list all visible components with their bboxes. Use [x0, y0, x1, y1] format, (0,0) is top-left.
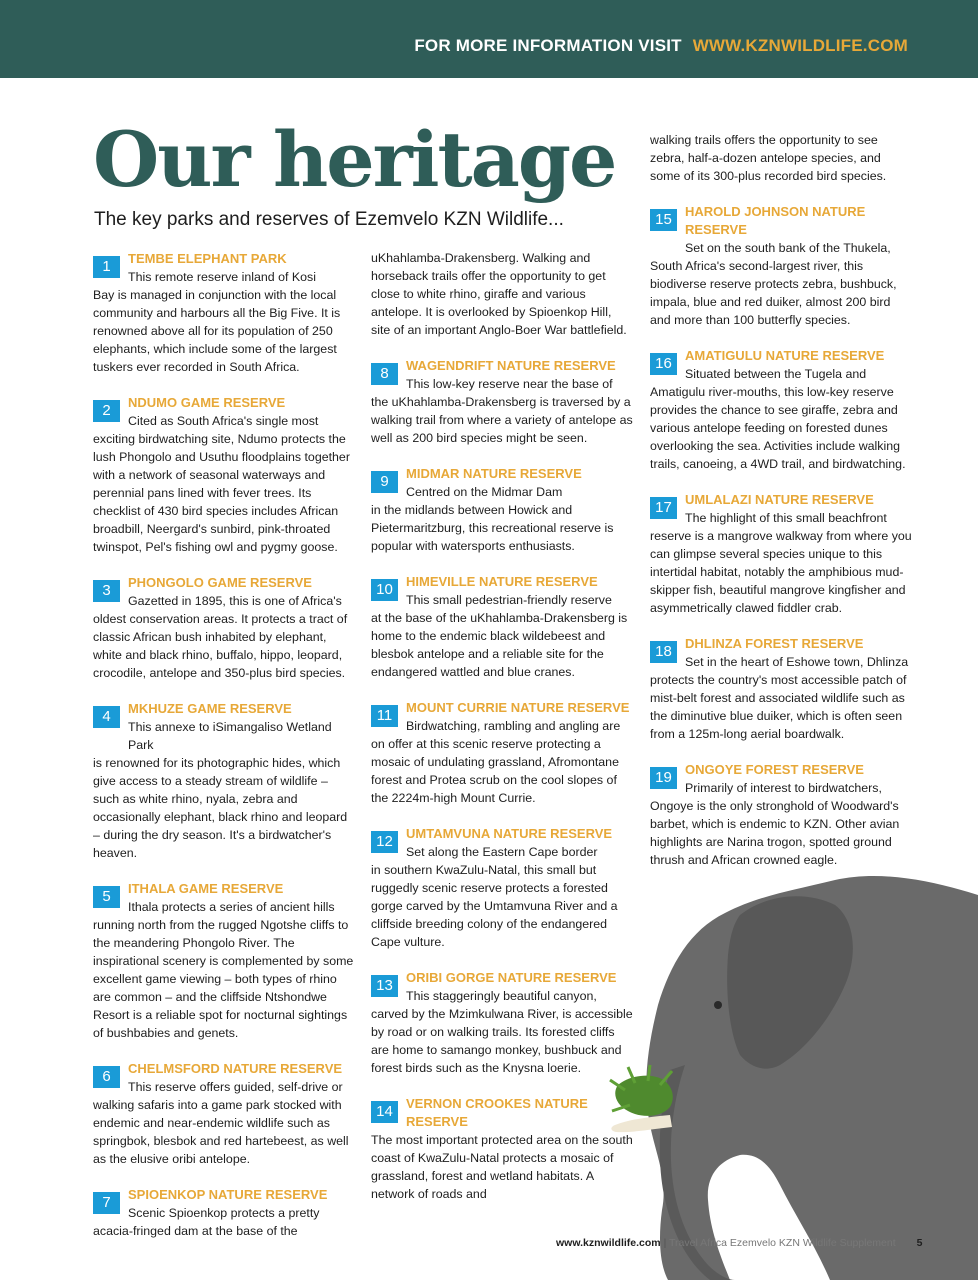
entry-number-badge: 16 — [650, 353, 677, 375]
entry-heading: MIDMAR NATURE RESERVE — [406, 466, 582, 481]
continued-text: walking trails offers the opportunity to see zebra, half-a-dozen antelope species, and some of its 300-plus recorded bird species. — [650, 133, 887, 183]
footer-publication: Travel Africa Ezemvelo KZN Wildlife Supplement — [669, 1237, 896, 1249]
entry-first-line: This staggeringly beautiful canyon, — [406, 989, 597, 1003]
reserve-entry — [371, 699, 633, 807]
entry-heading: TEMBE ELEPHANT PARK — [128, 251, 287, 266]
entry-first-line: Centred on the Midmar Dam — [406, 485, 563, 499]
entry-number-badge: 11 — [371, 705, 398, 727]
header-prefix: FOR MORE INFORMATION VISIT — [414, 36, 682, 55]
entry-number-badge: 19 — [650, 767, 677, 789]
entry-number-badge: 9 — [371, 471, 398, 493]
reserve-entry — [371, 357, 633, 447]
page-title: Our heritage — [93, 115, 616, 204]
entry-first-line: This small pedestrian-friendly reserve — [406, 593, 612, 607]
elephant-eye — [714, 1001, 722, 1009]
entry-first-line: Birdwatching, rambling and angling are — [406, 719, 621, 733]
entry-first-line: Primarily of interest to birdwatchers, — [685, 781, 882, 795]
entry-first-line: Situated between the Tugela and — [685, 367, 867, 381]
reserve-entry — [650, 347, 912, 473]
reserve-entry — [93, 250, 355, 376]
entry-body: on offer at this scenic reserve protecting a mosaic of undulating grassland, Afromontane forest and Protea scrub on the cool slopes of the 2224m-high Mount Currie. — [371, 737, 619, 805]
entry-body: at the base of the uKhahlamba-Drakensberg is home to the endemic black wildebeest and blesbok antelope and a reliable site for the endangered wattled and blue cranes. — [371, 611, 628, 679]
entry-number-badge: 1 — [93, 256, 120, 278]
header-bar — [0, 0, 978, 78]
entry-heading: UMTAMVUNA NATURE RESERVE — [406, 826, 613, 841]
entry-heading: ONGOYE FOREST RESERVE — [685, 762, 864, 777]
entry-body: carved by the Mzimkulwana River, is accessible by road or on walking trails. Its forested cliffs are home to samango monkey, bushbuck and forest birds such as the Knysna loerie. — [371, 1007, 633, 1075]
entry-heading: CHELMSFORD NATURE RESERVE — [128, 1061, 343, 1076]
reserve-entry — [650, 761, 912, 869]
entry-number-badge: 5 — [93, 886, 120, 908]
entry-heading: DHLINZA FOREST RESERVE — [685, 636, 864, 651]
entry-number-badge: 2 — [93, 400, 120, 422]
page-subtitle: The key parks and reserves of Ezemvelo KZN Wildlife... — [94, 209, 564, 230]
entry-body: reserve is a mangrove walkway from where you can glimpse several species unique to this intertidal habitat, notably the amphibious mud-skipper fish, beautiful mangrove kingfisher and asymmetrically clawed fiddler crab. — [650, 529, 912, 615]
reserve-entry — [93, 574, 355, 682]
entry-heading: ORIBI GORGE NATURE RESERVE — [406, 970, 617, 985]
entry-heading: WAGENDRIFT NATURE RESERVE — [406, 358, 616, 373]
column-3 — [650, 131, 912, 887]
entry-first-line: Ithala protects a series of ancient hills — [128, 900, 335, 914]
footer: www.kznwildlife.com | Travel Africa Ezemvelo KZN Wildlife Supplement 5 — [556, 1237, 923, 1249]
entry-first-line: Scenic Spioenkop protects a pretty — [128, 1206, 320, 1220]
column-1 — [93, 250, 355, 1258]
reserve-entry — [93, 394, 355, 556]
entry-number-badge: 8 — [371, 363, 398, 385]
entry-first-line: Gazetted in 1895, this is one of Africa's — [128, 594, 342, 608]
reserve-entry — [650, 203, 912, 329]
elephant-illustration — [590, 835, 978, 1280]
entry-heading: VERNON CROOKES NATURE RESERVE — [406, 1096, 588, 1129]
entry-first-line: This annexe to iSimangaliso Wetland Park — [128, 720, 332, 752]
entry-body: oldest conservation areas. It protects a tract of classic African bush inhabited by elephant, white and black rhino, buffalo, hippo, leopard, crocodile, antelope and 350-plus bird species. — [93, 612, 348, 680]
entry-heading: HIMEVILLE NATURE RESERVE — [406, 574, 598, 589]
entry-number-badge: 10 — [371, 579, 398, 601]
entry-body: Amatigulu river-mouths, this low-key reserve provides the chance to see giraffe, zebra and various antelope feeding on forested dunes overlooking the sea. Activities include walking trails, canoeing, a 4WD trail, and birdwatching. — [650, 385, 906, 471]
entry-number-badge: 15 — [650, 209, 677, 231]
entry-number-badge: 13 — [371, 975, 398, 997]
entry-heading: NDUMO GAME RESERVE — [128, 395, 286, 410]
entry-heading: PHONGOLO GAME RESERVE — [128, 575, 312, 590]
entry-body: Ongoye is the only stronghold of Woodward's barbet, which is endemic to KZN. Other avian highlights are Narina trogon, spotted ground thrush and African crowned eagle. — [650, 799, 900, 867]
entry-number-badge: 18 — [650, 641, 677, 663]
entry-heading: MKHUZE GAME RESERVE — [128, 701, 292, 716]
entry-body: walking safaris into a game park stocked with endemic and near-endemic wildlife such as springbok, blesbok and red hartebeest, as well as the elusive oribi antelope. — [93, 1098, 349, 1166]
entry-first-line: The highlight of this small beachfront — [685, 511, 887, 525]
entry-body: The most important protected area on the south coast of KwaZulu-Natal protects a mosaic of grassland, forest and wetland habitats. A network of roads and — [371, 1133, 633, 1201]
reserve-entry — [371, 465, 633, 555]
entry-body: the uKhahlamba-Drakensberg is traversed by a walking trail from where a variety of antelope as well as 200 bird species might be seen. — [371, 395, 633, 445]
page-number: 5 — [916, 1237, 923, 1249]
entry-heading: SPIOENKOP NATURE RESERVE — [128, 1187, 328, 1202]
entry-heading: UMLALAZI NATURE RESERVE — [685, 492, 874, 507]
entry-body: running north from the rugged Ngotshe cliffs to the meandering Phongolo River. The inspirational scenery is complemented by some excellent game viewing – both types of rhino are common – and the cliffside Ntshondwe Resort is a reliable spot for nocturnal sightings of bushbabies and genets. — [93, 918, 354, 1040]
entry-body: in southern KwaZulu-Natal, this small but ruggedly scenic reserve protects a forested gorge carved by the Umtamvuna River and a cliffside breeding colony of the endangered Cape vulture. — [371, 863, 618, 949]
entry-first-line: This reserve offers guided, self-drive or — [128, 1080, 343, 1094]
entry-first-line: Cited as South Africa's single most — [128, 414, 319, 428]
entry-number-badge: 12 — [371, 831, 398, 853]
reserve-entry — [371, 573, 633, 681]
reserve-entry — [93, 1060, 355, 1168]
entry-first-line: Set in the heart of Eshowe town, Dhlinza — [685, 655, 909, 669]
entry-heading: ITHALA GAME RESERVE — [128, 881, 284, 896]
entry-first-line: This remote reserve inland of Kosi — [128, 270, 317, 284]
header-url-link[interactable]: WWW.KZNWILDLIFE.COM — [692, 36, 908, 55]
continued-text: uKhahlamba-Drakensberg. Walking and horseback trails offer the opportunity to get close to white rhino, giraffe and various antelope. It is overlooked by Spioenkop Hill, site of an important Anglo-Boer War battlefield. — [371, 251, 627, 337]
entry-body: acacia-fringed dam at the base of the — [93, 1224, 298, 1238]
entry-number-badge: 6 — [93, 1066, 120, 1088]
entry-body: protects the country's most accessible patch of mist-belt forest and associated wildlife such as the diminutive blue duiker, which is often seen from a 125m-long aerial boardwalk. — [650, 673, 907, 741]
reserve-entry — [93, 700, 355, 862]
reserve-entry — [650, 491, 912, 617]
entry-heading: HAROLD JOHNSON NATURE RESERVE — [685, 204, 866, 237]
entry-first-line: Set along the Eastern Cape border — [406, 845, 598, 859]
footer-site-link[interactable]: www.kznwildlife.com — [556, 1237, 661, 1249]
entry-number-badge: 17 — [650, 497, 677, 519]
entry-body: South Africa's second-largest river, this biodiverse reserve protects zebra, bushbuck, impala, blue and red duiker, almost 200 bird and more than 100 butterfly species. — [650, 259, 897, 327]
reserve-entry — [650, 635, 912, 743]
entry-first-line: Set on the south bank of the Thukela, — [685, 241, 891, 255]
entry-first-line: This low-key reserve near the base of — [406, 377, 613, 391]
header-text — [414, 36, 908, 56]
entry-number-badge: 3 — [93, 580, 120, 602]
entry-body: Bay is managed in conjunction with the local community and harbours all the Big Five. It is renowned above all for its population of 250 elephants, which include some of the largest tuskers ever recorded in South Africa. — [93, 288, 341, 374]
entry-body: in the midlands between Howick and Pietermaritzburg, this recreational reserve is popular with watersports enthusiasts. — [371, 503, 614, 553]
entry-body: is renowned for its photographic hides, which give access to a steady stream of wildlife – such as white rhino, nyala, zebra and occasionally elephant, black rhino and leopard – during the dry season. It's a birdwatcher's heaven. — [93, 756, 348, 860]
reserve-entry — [93, 880, 355, 1042]
entry-heading: AMATIGULU NATURE RESERVE — [685, 348, 885, 363]
entry-number-badge: 7 — [93, 1192, 120, 1214]
entry-number-badge: 4 — [93, 706, 120, 728]
entry-heading: MOUNT CURRIE NATURE RESERVE — [406, 700, 630, 715]
entry-body: exciting birdwatching site, Ndumo protects the lush Phongolo and Usuthu floodplains together with a network of seasonal waterways and perennial pans lined with fever trees. Its checklist of 430 bird species includes African broadbill, Neergard's sunbird, pink-throated twinspot, Pel's fishing owl and pygmy goose. — [93, 432, 350, 554]
entry-number-badge: 14 — [371, 1101, 398, 1123]
reserve-entry — [93, 1186, 355, 1240]
